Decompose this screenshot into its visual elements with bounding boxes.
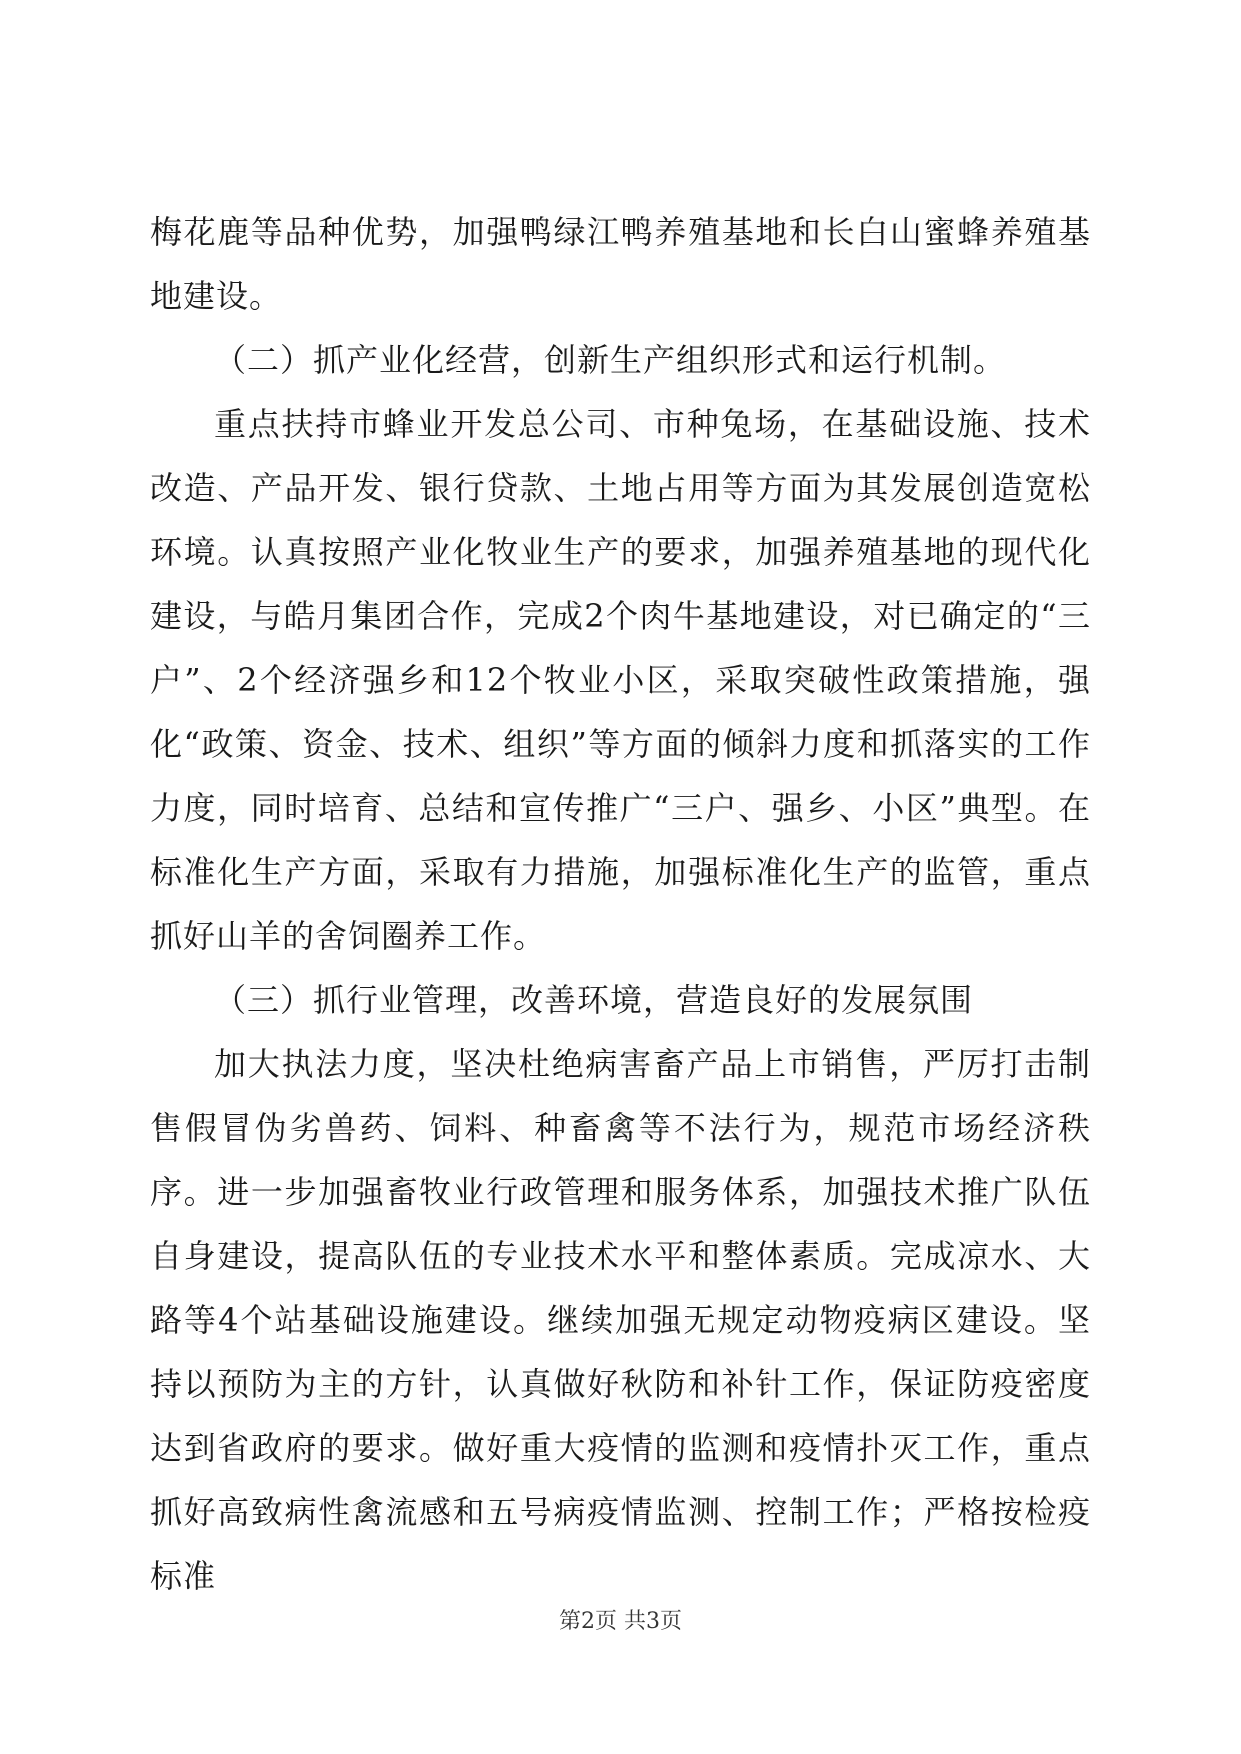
section-heading-2: （二）抓产业化经营，创新生产组织形式和运行机制。: [214, 341, 1007, 379]
paragraph-industry-management: 加大执法力度，坚决杜绝病害畜产品上市销售，严厉打击制售假冒伪劣兽药、饲料、种畜禽等不法行为，规范市场经济秩序。进一步加强畜牧业行政管理和服务体系，加强技术推广队伍自身建设，提高队伍的专业技术水平和整体素质。完成凉水、大路等4个站基础设施建设。继续加强无规定动物疫病区建设。坚持以预防为主的方针，认真做好秋防和补针工作，保证防疫密度达到省政府的要求。做好重大疫情的监测和疫情扑灭工作，重点抓好高致病性禽流感和五号病疫情监测、控制工作；严格按检疫标准: [150, 1045, 1091, 1595]
page-number-footer: 第2页 共3页: [559, 1609, 682, 1634]
paragraph-continuation: 梅花鹿等品种优势，加强鸭绿江鸭养殖基地和长白山蜜蜂养殖基地建设。: [150, 213, 1091, 315]
paragraph-industrialization: 重点扶持市蜂业开发总公司、市种兔场，在基础设施、技术改造、产品开发、银行贷款、土地占用等方面为其发展创造宽松环境。认真按照产业化牧业生产的要求，加强养殖基地的现代化建设，与皓月集团合作，完成2个肉牛基地建设，对已确定的“三户”、2个经济强乡和12个牧业小区，采取突破性政策措施，强化“政策、资金、技术、组织”等方面的倾斜力度和抓落实的工作力度，同时培育、总结和宣传推广“三户、强乡、小区”典型。在标准化生产方面，采取有力措施，加强标准化生产的监管，重点抓好山羊的舍饲圈养工作。: [150, 405, 1091, 955]
document-body: [150, 200, 1091, 1608]
section-heading-3: （三）抓行业管理，改善环境，营造良好的发展氛围: [214, 981, 974, 1019]
